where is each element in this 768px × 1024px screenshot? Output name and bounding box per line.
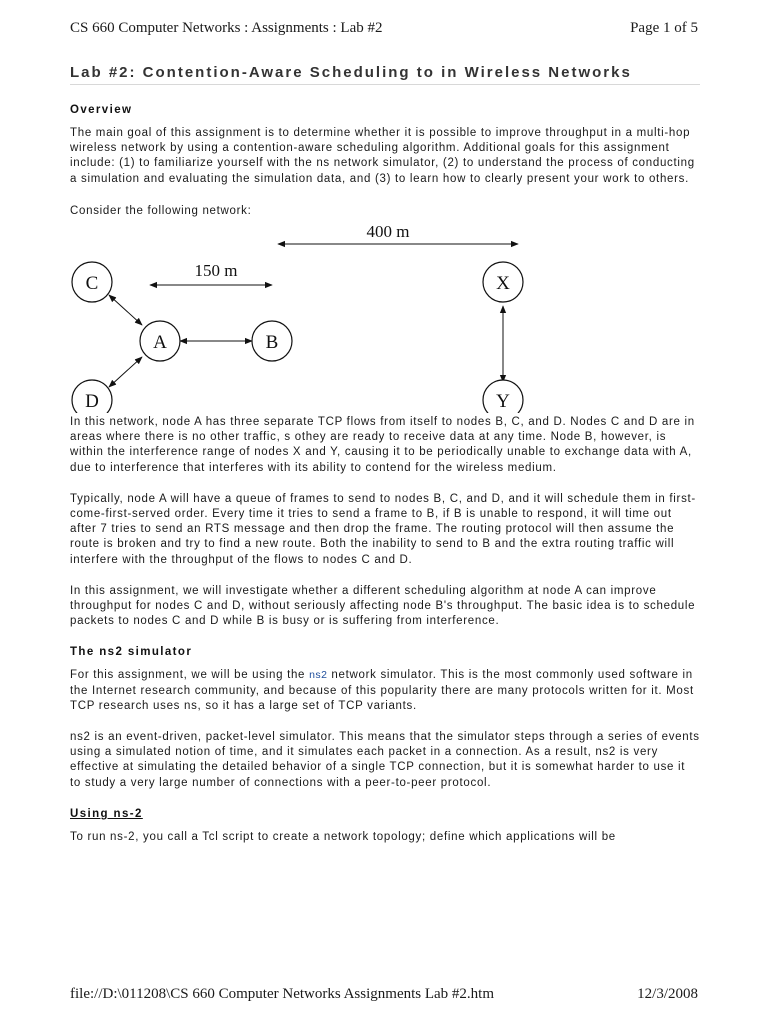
ns2-heading: The ns2 simulator [70, 646, 193, 659]
node-d [72, 380, 112, 413]
ns2-link[interactable]: ns2 [309, 669, 328, 682]
node-a [140, 321, 180, 361]
distance-400-label: 400 m [366, 225, 410, 242]
node-a-label: A [153, 332, 167, 354]
link-c-a [109, 295, 142, 325]
node-y [483, 380, 523, 413]
ns2-intro-text-continued: network simulator. This is the most commonly used software in the Internet research community, and because of this popularity there are many protocols written for it. Most TCP research uses ns, so it has a large set of TCP variants. [70, 669, 694, 712]
print-header [70, 20, 698, 42]
ns2-intro-paragraph [70, 668, 700, 714]
using-ns2-heading[interactable]: Using ns-2 [70, 807, 143, 820]
ns2-intro-text: For this assignment, we will be using the [70, 669, 310, 682]
node-x [483, 262, 523, 302]
network-description-paragraph: In this network, node A has three separate TCP flows from itself to nodes B, C, and D. Nodes C and D are in areas where there is no other traffic, s othey are ready to receive data at any time. Node B, however, is within the interference range of nodes X and Y, causing it to be periodically unable to exchange data with A, due to interference that interferes with its ability to contend for the wireless medium. [70, 416, 695, 474]
document-content [70, 64, 700, 845]
consider-text: Consider the following network: [70, 204, 252, 217]
link-a-d [109, 357, 142, 387]
page-title: Lab #2: Contention-Aware Scheduling to in Wireless Networks [70, 64, 700, 85]
network-diagram [0, 225, 768, 413]
node-c [72, 262, 112, 302]
distance-150-label: 150 m [194, 261, 238, 281]
node-c-label: C [85, 273, 99, 295]
node-x-label: X [496, 273, 510, 295]
print-header-title: CS 660 Computer Networks : Assignments : Lab #2 [70, 20, 383, 36]
using-ns2-paragraph: To run ns-2, you call a Tcl script to create a network topology; define which applications will be [70, 830, 616, 843]
node-y-label: Y [496, 391, 510, 413]
ns2-event-paragraph: ns2 is an event-driven, packet-level simulator. This means that the simulator steps through a series of events using a simulated notion of time, and it simulates each packet in a connection. As a result, ns2 is very effective at simulating the detailed behavior of a single TCP connection, but it is somewhat harder to use it to study a very large number of connections with a peer-to-peer protocol. [70, 731, 700, 789]
print-date: 12/3/2008 [637, 986, 698, 1002]
page-number: Page 1 of 5 [630, 20, 698, 36]
node-b [252, 321, 292, 361]
node-b-label: B [265, 332, 279, 354]
scheduling-paragraph: Typically, node A will have a queue of frames to send to nodes B, C, and D, and it will schedule them in first-come-first-served order. Every time it tries to send a frame to B, if B is unable to respond, it will time out after 7 tries to send an RTS message and then drop the frame. The routing protocol will then assume the route is broken and try to find a new route. Both the inability to send to B and the extra routing traffic will interfere with the throughput of the flows to nodes C and D. [70, 492, 696, 566]
overview-paragraph: The main goal of this assignment is to determine whether it is possible to improve throughput in a multi-hop wireless network by using a contention-aware scheduling algorithm. Additional goals for this assignment include: (1) to familiarize yourself with the ns network simulator, (2) to understand the process of conducting a simulation and evaluating the simulation data, and (3) to learn how to clearly present your work to others. [70, 127, 695, 185]
print-footer [70, 986, 698, 1006]
assignment-paragraph: In this assignment, we will investigate whether a different scheduling algorithm at node A can improve throughput for nodes C and D, without seriously affecting node B's throughput. The basic idea is to schedule packets to nodes C and D while B is busy or is suffering from interference. [70, 584, 696, 628]
file-path: file://D:\011208\CS 660 Computer Networks Assignments Lab #2.htm [70, 986, 495, 1002]
overview-heading: Overview [70, 104, 133, 116]
node-d-label: D [85, 391, 99, 413]
